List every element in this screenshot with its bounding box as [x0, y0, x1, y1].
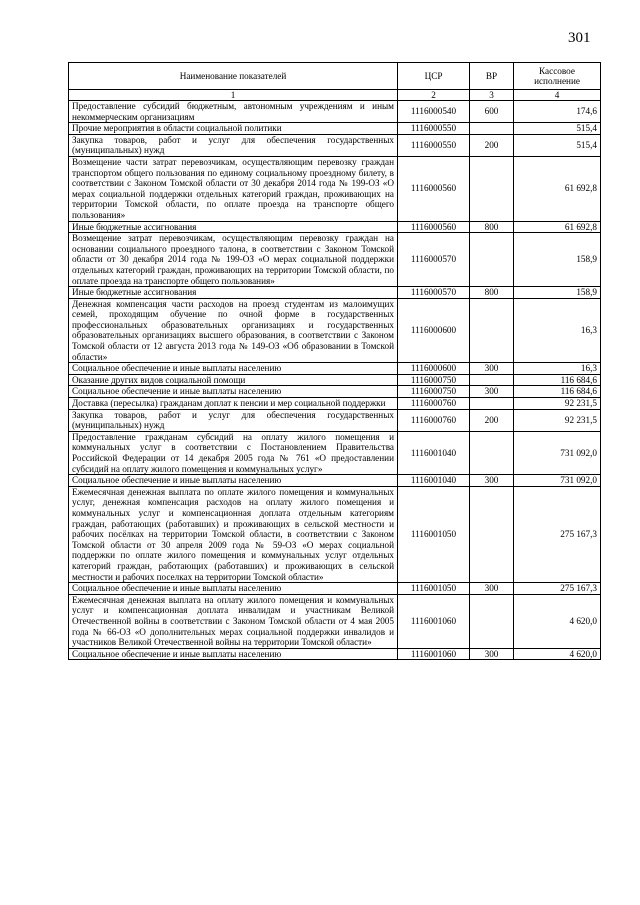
- table-row: [69, 374, 601, 386]
- row-name-cell: Социальное обеспечение и иные выплаты населению: [69, 648, 398, 660]
- row-vr-cell: 800: [470, 287, 514, 299]
- row-name-cell: Социальное обеспечение и иные выплаты населению: [69, 475, 398, 487]
- row-name-cell: Ежемесячная денежная выплата на оплату жилого помещения и коммунальных услуг и компенсационная доплата инвалидам и участникам Великой Отечественной войны в соответствии с Законом Томской области от 4 мая 2005 года № 66-ОЗ «О дополнительных мерах социальной поддержки инвалидов и участников Великой Отечественной войны на территории Томской области»: [69, 594, 398, 648]
- row-vr-cell: [470, 431, 514, 474]
- header-sum: Кассовое исполнение: [514, 63, 601, 90]
- column-number: 3: [470, 90, 514, 101]
- row-sum-cell: 92 231,5: [514, 409, 601, 431]
- row-sum-cell: 116 684,6: [514, 374, 601, 386]
- row-sum-cell: 16,3: [514, 298, 601, 363]
- row-csr-cell: 1116000600: [398, 298, 470, 363]
- row-csr-cell: 1116000570: [398, 233, 470, 287]
- row-vr-cell: 300: [470, 475, 514, 487]
- row-csr-cell: 1116000760: [398, 398, 470, 410]
- row-name-cell: Закупка товаров, работ и услуг для обеспечения государственных (муниципальных) нужд: [69, 134, 398, 156]
- row-csr-cell: 1116000570: [398, 287, 470, 299]
- row-sum-cell: 174,6: [514, 101, 601, 123]
- row-sum-cell: 61 692,8: [514, 221, 601, 233]
- header-vr: ВР: [470, 63, 514, 90]
- row-vr-cell: [470, 486, 514, 582]
- table-row: [69, 298, 601, 363]
- row-sum-cell: 158,9: [514, 233, 601, 287]
- row-vr-cell: [470, 374, 514, 386]
- row-sum-cell: 731 092,0: [514, 475, 601, 487]
- row-vr-cell: [470, 233, 514, 287]
- row-sum-cell: 731 092,0: [514, 431, 601, 474]
- row-vr-cell: 200: [470, 409, 514, 431]
- row-csr-cell: 1116000750: [398, 374, 470, 386]
- row-sum-cell: 515,4: [514, 123, 601, 135]
- row-vr-cell: 600: [470, 101, 514, 123]
- table-header-row: [69, 63, 601, 90]
- row-vr-cell: [470, 594, 514, 648]
- row-sum-cell: 4 620,0: [514, 648, 601, 660]
- row-vr-cell: 200: [470, 134, 514, 156]
- row-name-cell: Возмещение затрат перевозчикам, осуществляющим перевозку граждан на основании социального проездного талона, в соответствии с Законом Томской области от 30 декабря 2014 года № 199-ОЗ «О мерах социальной поддержки отдельных категорий граждан, проживающих на территории Томской области, по оплате проезда на транспорте общего пользования»: [69, 233, 398, 287]
- table-row: [69, 409, 601, 431]
- row-name-cell: Оказание других видов социальной помощи: [69, 374, 398, 386]
- table-row: [69, 221, 601, 233]
- row-vr-cell: 300: [470, 648, 514, 660]
- row-name-cell: Иные бюджетные ассигнования: [69, 221, 398, 233]
- table-row: [69, 233, 601, 287]
- row-csr-cell: 1116001060: [398, 648, 470, 660]
- header-name: Наименование показателей: [69, 63, 398, 90]
- row-csr-cell: 1116001040: [398, 431, 470, 474]
- row-name-cell: Социальное обеспечение и иные выплаты населению: [69, 386, 398, 398]
- table-row: [69, 134, 601, 156]
- row-name-cell: Предоставление гражданам субсидий на оплату жилого помещения и коммунальных услуг в соответствии с Постановлением Правительства Российской Федерации от 14 декабря 2005 года № 761 «О предоставлении субсидий на оплату жилого помещения и коммунальных услуг»: [69, 431, 398, 474]
- row-name-cell: Социальное обеспечение и иные выплаты населению: [69, 363, 398, 375]
- row-name-cell: Денежная компенсация части расходов на проезд студентам из малоимущих семей, проходящим обучение по очной форме в государственных профессиональных образовательных организациях и государственных образовательных организациях высшего образования, в соответствии с Законом Томской области от 12 августа 2013 года № 149-ОЗ «Об образовании в Томской области»: [69, 298, 398, 363]
- budget-table: [68, 62, 601, 660]
- table-row: [69, 386, 601, 398]
- row-sum-cell: 92 231,5: [514, 398, 601, 410]
- row-vr-cell: 300: [470, 386, 514, 398]
- row-name-cell: Социальное обеспечение и иные выплаты населению: [69, 583, 398, 595]
- row-name-cell: Иные бюджетные ассигнования: [69, 287, 398, 299]
- table-row: [69, 648, 601, 660]
- column-number: 4: [514, 90, 601, 101]
- row-name-cell: Доставка (пересылка) гражданам доплат к пенсии и мер социальной поддержки: [69, 398, 398, 410]
- table-row: [69, 475, 601, 487]
- row-vr-cell: [470, 156, 514, 221]
- row-name-cell: Ежемесячная денежная выплата по оплате жилого помещения и коммунальных услуг, денежная компенсация расходов на оплату жилого помещения и коммунальных услуг и компенсационная доплата отдельным категориям граждан, работающих (работавших) и проживающих в сельской местности и рабочих посёлках на территории Томской области, в соответствии с Законом Томской области от 30 апреля 2009 года № 59-ОЗ «О мерах социальной поддержки по оплате жилого помещения и коммунальных услуг отдельных категорий граждан, работающих (работавших) и проживающих в сельской местности и рабочих поселках на территории Томской области»: [69, 486, 398, 582]
- row-name-cell: Прочие мероприятия в области социальной политики: [69, 123, 398, 135]
- row-sum-cell: 61 692,8: [514, 156, 601, 221]
- table-row: [69, 123, 601, 135]
- row-vr-cell: 300: [470, 583, 514, 595]
- row-vr-cell: [470, 298, 514, 363]
- column-number: 2: [398, 90, 470, 101]
- table-row: [69, 363, 601, 375]
- table-row: [69, 486, 601, 582]
- row-csr-cell: 1116001040: [398, 475, 470, 487]
- table-row: [69, 594, 601, 648]
- table-row: [69, 398, 601, 410]
- row-csr-cell: 1116000550: [398, 123, 470, 135]
- table-row: [69, 101, 601, 123]
- row-vr-cell: [470, 398, 514, 410]
- row-name-cell: Предоставление субсидий бюджетным, автономным учреждениям и иным некоммерческим организациям: [69, 101, 398, 123]
- table-row: [69, 287, 601, 299]
- table-row: [69, 583, 601, 595]
- row-csr-cell: 1116000550: [398, 134, 470, 156]
- row-vr-cell: 800: [470, 221, 514, 233]
- row-sum-cell: 515,4: [514, 134, 601, 156]
- row-csr-cell: 1116001050: [398, 486, 470, 582]
- row-vr-cell: 300: [470, 363, 514, 375]
- row-name-cell: Возмещение части затрат перевозчикам, осуществляющим перевозку граждан транспортом общего пользования по единому социальному проездному билету, в соответствии с Законом Томской области от 30 декабря 2014 года № 199-ОЗ «О мерах социальной поддержки отдельных категорий граждан, проживающих на территории Томской области, по оплате проезда на транспорте общего пользования»: [69, 156, 398, 221]
- column-number-row: [69, 90, 601, 101]
- row-sum-cell: 275 167,3: [514, 583, 601, 595]
- row-sum-cell: 275 167,3: [514, 486, 601, 582]
- row-sum-cell: 158,9: [514, 287, 601, 299]
- row-name-cell: Закупка товаров, работ и услуг для обеспечения государственных (муниципальных) нужд: [69, 409, 398, 431]
- row-sum-cell: 16,3: [514, 363, 601, 375]
- row-csr-cell: 1116000750: [398, 386, 470, 398]
- page-number: 301: [568, 30, 591, 46]
- row-csr-cell: 1116000560: [398, 221, 470, 233]
- row-csr-cell: 1116000540: [398, 101, 470, 123]
- row-csr-cell: 1116000560: [398, 156, 470, 221]
- table-row: [69, 431, 601, 474]
- row-csr-cell: 1116000760: [398, 409, 470, 431]
- row-sum-cell: 4 620,0: [514, 594, 601, 648]
- row-csr-cell: 1116001050: [398, 583, 470, 595]
- column-number: 1: [69, 90, 398, 101]
- row-vr-cell: [470, 123, 514, 135]
- row-csr-cell: 1116001060: [398, 594, 470, 648]
- header-csr: ЦСР: [398, 63, 470, 90]
- row-csr-cell: 1116000600: [398, 363, 470, 375]
- table-row: [69, 156, 601, 221]
- row-sum-cell: 116 684,6: [514, 386, 601, 398]
